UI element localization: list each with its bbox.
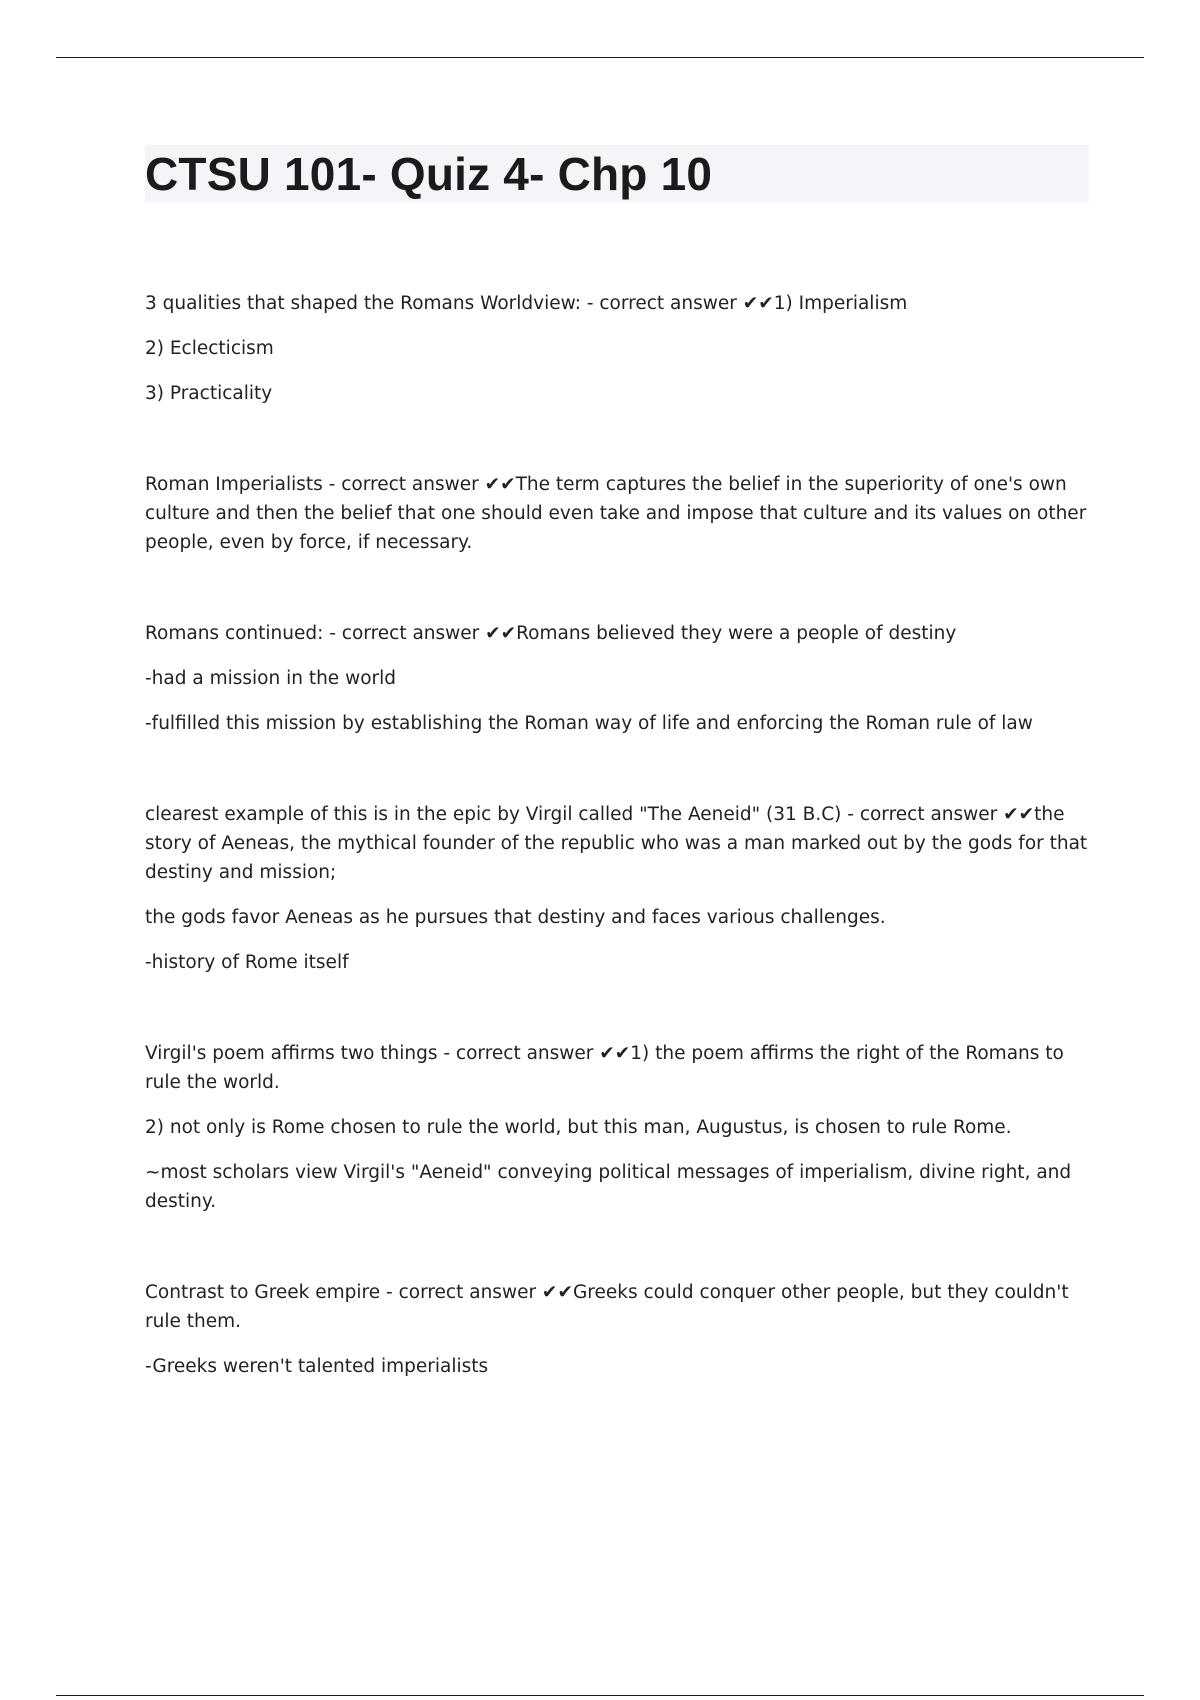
page-title: CTSU 101- Quiz 4- Chp 10 — [145, 148, 713, 200]
qa-line: -had a mission in the world — [145, 668, 397, 689]
qa-entry-greek-contrast — [145, 1278, 1089, 1381]
qa-line: -history of Rome itself — [145, 952, 349, 973]
footer-rule — [56, 1695, 1144, 1696]
qa-line: 2) not only is Rome chosen to rule the world, but this man, Augustus, is chosen to rule Rome. — [145, 1117, 1012, 1138]
qa-line: -Greeks weren't talented imperialists — [145, 1356, 489, 1377]
qa-entry-aeneid-example — [145, 800, 1089, 977]
document-body — [145, 289, 1089, 1443]
qa-line: Contrast to Greek empire - correct answer ✔✔Greeks could conquer other people, but they couldn't rule them. — [145, 1282, 1069, 1332]
qa-line: Roman Imperialists - correct answer ✔✔The term captures the belief in the superiority of one's own culture and then the belief that one should even take and impose that culture and its values on other people, even by force, if necessary. — [145, 474, 1087, 553]
qa-line: 3 qualities that shaped the Romans Worldview: - correct answer ✔✔1) Imperialism — [145, 293, 908, 314]
qa-line: ~most scholars view Virgil's "Aeneid" conveying political messages of imperialism, divine right, and destiny. — [145, 1162, 1072, 1212]
qa-line: the gods favor Aeneas as he pursues that destiny and faces various challenges. — [145, 907, 886, 928]
qa-entry-romans-worldview — [145, 289, 1089, 408]
qa-line: 3) Practicality — [145, 383, 273, 404]
header-rule — [56, 57, 1144, 58]
qa-line: Romans continued: - correct answer ✔✔Romans believed they were a people of destiny — [145, 623, 957, 644]
qa-entry-romans-continued — [145, 619, 1089, 738]
qa-line: -fulfilled this mission by establishing the Roman way of life and enforcing the Roman rule of law — [145, 713, 1033, 734]
qa-entry-virgil-poem — [145, 1039, 1089, 1216]
qa-line: Virgil's poem affirms two things - correct answer ✔✔1) the poem affirms the right of the Romans to rule the world. — [145, 1043, 1064, 1093]
qa-line: 2) Eclecticism — [145, 338, 274, 359]
qa-line: clearest example of this is in the epic by Virgil called "The Aeneid" (31 B.C) - correct answer ✔✔the story of Aeneas, the mythical founder of the republic who was a man marked out by the gods for that destiny and mission; — [145, 804, 1088, 883]
qa-entry-roman-imperialists — [145, 470, 1089, 557]
